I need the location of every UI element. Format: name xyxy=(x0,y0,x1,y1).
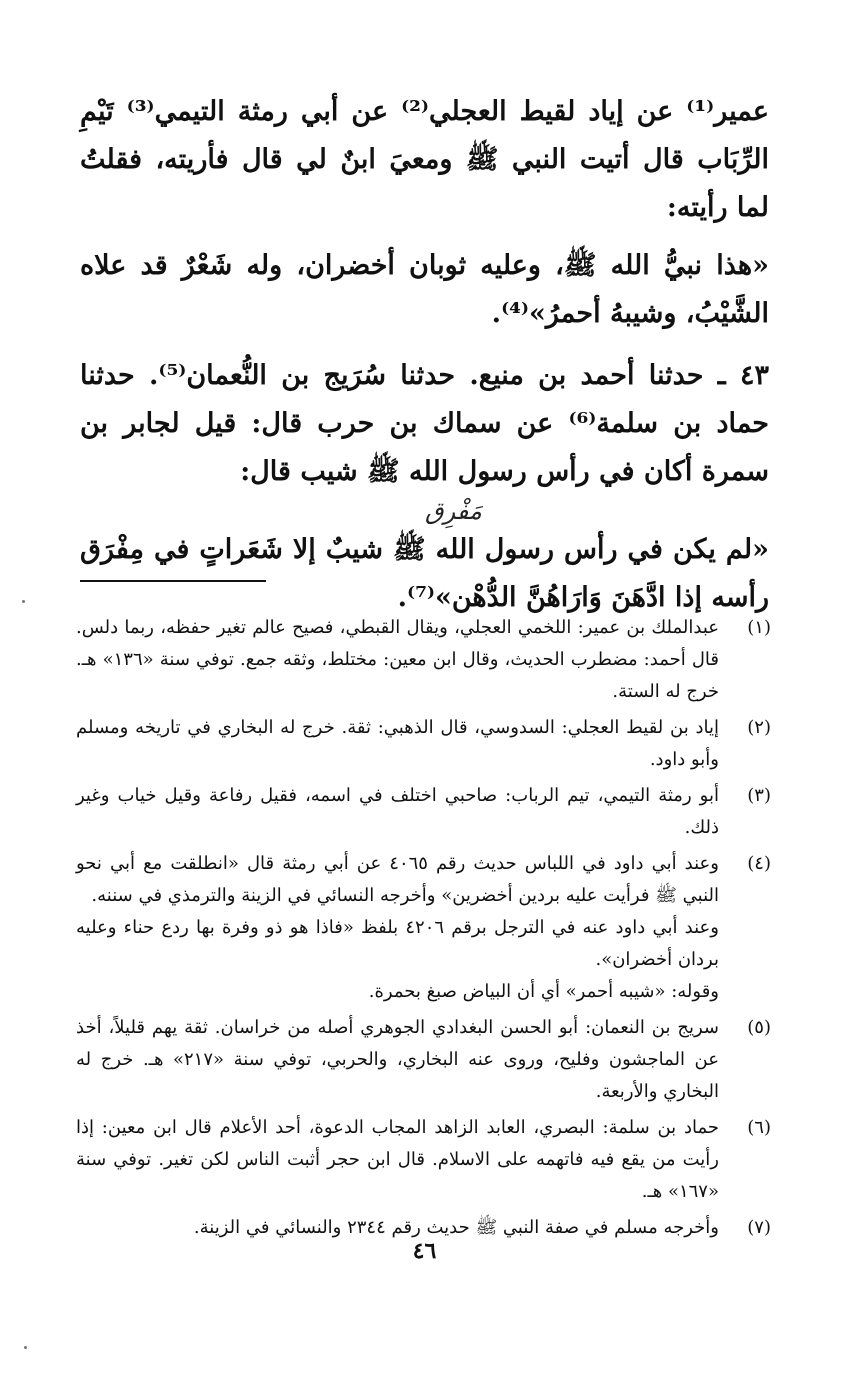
footnote-1 xyxy=(76,612,771,708)
page-number: ٤٦ xyxy=(412,1238,437,1264)
main-text xyxy=(80,88,769,622)
footnote-body xyxy=(76,1112,719,1208)
footnote-line: وعند أبي داود في اللباس حديث رقم ٤٠٦٥ عن أبي رمثة قال «انطلقت مع أبي نحو النبي ﷺ فرأيت عليه بردين أخضرين» وأخرجه النسائي في الزينة والترمذي في سننه. xyxy=(76,853,719,906)
footnote-line: وعند أبي داود عنه في الترجل برقم ٤٢٠٦ بلفظ «فاذا هو ذو وفرة بها ردع حناء وعليه بردان أخضران». xyxy=(76,917,719,970)
footnote-body xyxy=(76,848,719,1008)
footnote-line: عبدالملك بن عمير: اللخمي العجلي، ويقال القبطي، فصيح عالم تغير حفظه، ربما دلس. قال أحمد: مضطرب الحديث، وقال ابن معين: مختلط، وثقه جمع. توفي سنة «١٣٦» هـ. خرج له الستة. xyxy=(76,617,719,702)
footnote-line: سريج بن النعمان: أبو الحسن البغدادي الجوهري أصله من خراسان. ثقة يهم قليلاً، أخذ عن الماجشون وفليح، وروى عنه البخاري، والحربي، توفي سنة «٢١٧» هـ. خرج له البخاري والأربعة. xyxy=(76,1017,719,1102)
footnote-number: (٢) xyxy=(747,717,771,738)
scan-speck xyxy=(22,600,25,603)
quote-1: «هذا نبيُّ الله ﷺ، وعليه ثوبان أخضران، وله شَعْرٌ قد علاه الشَّيْبُ، وشيبهُ أحمرُ»⁽⁴⁾. xyxy=(80,250,769,329)
footnote-2 xyxy=(76,712,771,776)
footnote-5 xyxy=(76,1012,771,1108)
footnote-6 xyxy=(76,1112,771,1208)
footnote-line: إياد بن لقيط العجلي: السدوسي، قال الذهبي: ثقة. خرج له البخاري في تاريخه ومسلم وأبو داود. xyxy=(76,717,719,770)
footnote-number: (٥) xyxy=(747,1017,771,1038)
footnote-line: أبو رمثة التيمي، تيم الرباب: صاحبي اختلف في اسمه، فقيل رفاعة وقيل خياب وغير ذلك. xyxy=(76,785,719,838)
hadith-43: ٤٣ ـ حدثنا أحمد بن منيع. حدثنا سُرَيج بن النُّعمان⁽⁵⁾. حدثنا حماد بن سلمة⁽⁶⁾ عن سماك بن حرب قال: قيل لجابر بن سمرة أكان في رأس رسول الله ﷺ شيب قال: xyxy=(80,360,769,487)
footnote-body xyxy=(76,612,719,708)
footnote-number: (٧) xyxy=(747,1217,771,1238)
handwritten-marginal-note: مَفْرِق xyxy=(425,497,482,525)
footnote-3 xyxy=(76,780,771,844)
footnote-body xyxy=(76,712,719,776)
footnotes xyxy=(76,612,771,1248)
paragraph-1: عمير⁽¹⁾ عن إياد لقيط العجلي⁽²⁾ عن أبي رمثة التيمي⁽³⁾ تَيْمِ الرِّبَاب قال أتيت النبي ﷺ ومعيَ ابنٌ لي قال فأريته، فقلتُ لما رأيته: xyxy=(80,96,769,223)
scan-speck xyxy=(24,1346,27,1349)
footnote-number: (٤) xyxy=(747,853,771,874)
footnote-line: حماد بن سلمة: البصري، العابد الزاهد المجاب الدعوة، أحد الأعلام قال ابن معين: إذا رأيت من يقع فيه فاتهمه على الاسلام. قال ابن حجر أثبت الناس لكن تغير. توفي سنة «١٦٧» هـ. xyxy=(76,1117,719,1202)
quote-2: «لم يكن في رأس رسول الله ﷺ شيبٌ إلا شَعَراتٍ في مِفْرَق رأسه إذا ادَّهَنَ وَارَاهُنَّ الدُّهْن»⁽⁷⁾. xyxy=(80,534,769,613)
footnote-number: (١) xyxy=(747,617,771,638)
footnote-line: وقوله: «شيبه أحمر» أي أن البياض صبغ بحمرة. xyxy=(368,981,719,1002)
footnote-body xyxy=(76,780,719,844)
main-body xyxy=(80,88,769,622)
footnote-number: (٣) xyxy=(747,785,771,806)
footnote-body xyxy=(76,1012,719,1108)
footnote-divider xyxy=(80,580,266,582)
footnote-number: (٦) xyxy=(747,1117,771,1138)
footnote-line: وأخرجه مسلم في صفة النبي ﷺ حديث رقم ٢٣٤٤ والنسائي في الزينة. xyxy=(193,1217,719,1238)
footnote-4 xyxy=(76,848,771,1008)
